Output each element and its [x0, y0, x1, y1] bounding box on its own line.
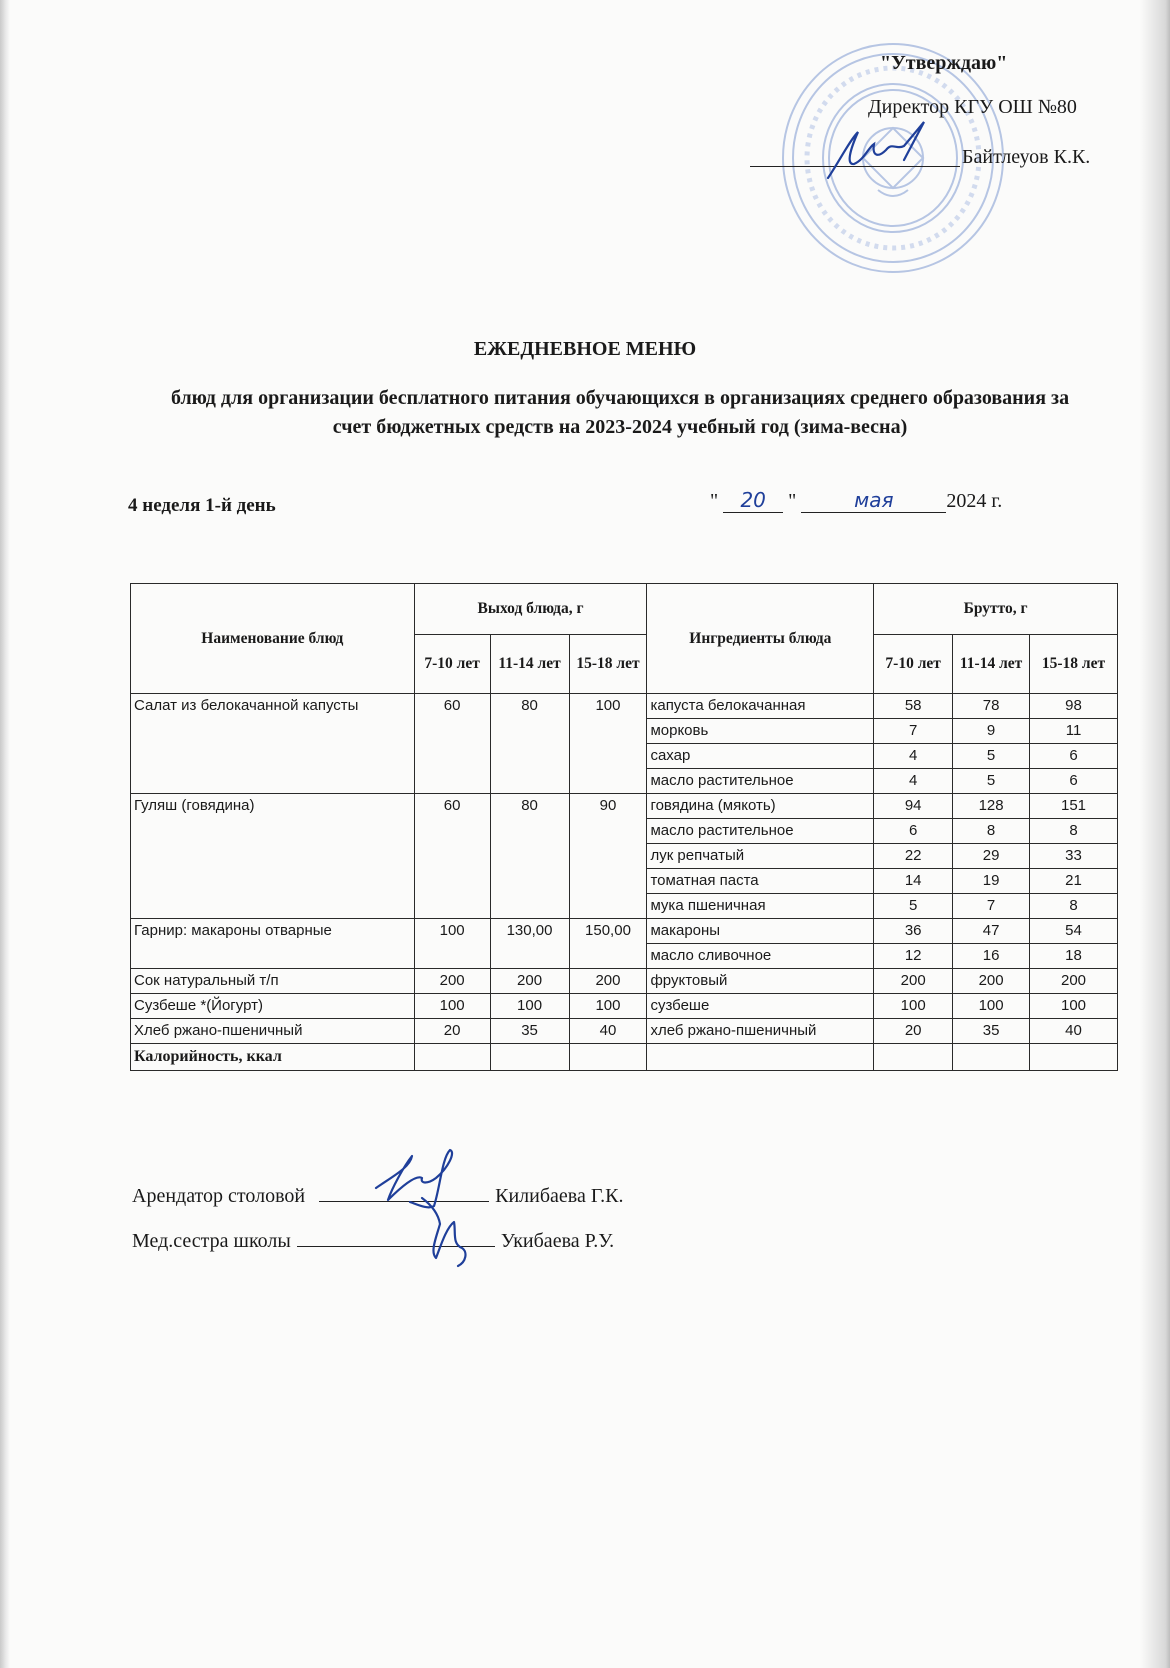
- ingredient-gross-15-18: 200: [1030, 969, 1118, 994]
- header-yield-age-7-10: 7-10 лет: [414, 635, 490, 694]
- ingredient-name: капуста белокачанная: [647, 694, 874, 719]
- ingredient-gross-15-18: 100: [1030, 994, 1118, 1019]
- ingredient-name: масло растительное: [647, 819, 874, 844]
- dish-yield-11-14: 35: [490, 1019, 569, 1044]
- calories-value-empty: [647, 1044, 874, 1071]
- menu-table-body: [131, 694, 1118, 1071]
- ingredient-gross-7-10: 5: [874, 894, 953, 919]
- ingredient-gross-15-18: 98: [1030, 694, 1118, 719]
- document-date: [710, 488, 1002, 513]
- ingredient-name: лук репчатый: [647, 844, 874, 869]
- table-row: [131, 694, 1118, 719]
- ingredient-gross-7-10: 7: [874, 719, 953, 744]
- ingredient-name: морковь: [647, 719, 874, 744]
- table-row: [131, 919, 1118, 944]
- handwritten-signature-icon: [370, 1148, 500, 1268]
- ingredient-name: сузбеше: [647, 994, 874, 1019]
- header-yield-age-15-18: 15-18 лет: [569, 635, 647, 694]
- dish-yield-7-10: 60: [414, 694, 490, 794]
- header-ingredients: Ингредиенты блюда: [647, 584, 874, 694]
- ingredient-gross-11-14: 29: [953, 844, 1030, 869]
- ingredient-name: макароны: [647, 919, 874, 944]
- ingredient-gross-15-18: 40: [1030, 1019, 1118, 1044]
- ingredient-name: сахар: [647, 744, 874, 769]
- week-day-label: 4 неделя 1-й день: [128, 495, 276, 516]
- dish-name: Хлеб ржано-пшеничный: [131, 1019, 415, 1044]
- dish-yield-15-18: 40: [569, 1019, 647, 1044]
- dish-yield-15-18: 100: [569, 994, 647, 1019]
- ingredient-name: масло растительное: [647, 769, 874, 794]
- calories-value-empty: [1030, 1044, 1118, 1071]
- dish-yield-11-14: 100: [490, 994, 569, 1019]
- dish-yield-7-10: 20: [414, 1019, 490, 1044]
- ingredient-gross-15-18: 8: [1030, 894, 1118, 919]
- calories-label: Калорийность, ккал: [131, 1044, 415, 1071]
- ingredient-name: фруктовый: [647, 969, 874, 994]
- menu-table: [130, 583, 1118, 1071]
- ingredient-gross-11-14: 5: [953, 744, 1030, 769]
- date-year: 2024 г.: [946, 490, 1003, 512]
- document-subtitle: блюд для организации бесплатного питания обучающихся в организациях среднего образования за счет бюджетных средств на 2023-2024 учебный год (зима-весна): [170, 387, 1070, 438]
- ingredient-gross-15-18: 33: [1030, 844, 1118, 869]
- ingredient-gross-15-18: 21: [1030, 869, 1118, 894]
- dish-name: Сузбеше *(Йогурт): [131, 994, 415, 1019]
- ingredient-gross-11-14: 100: [953, 994, 1030, 1019]
- dish-yield-7-10: 200: [414, 969, 490, 994]
- ingredient-name: говядина (мякоть): [647, 794, 874, 819]
- ingredient-gross-7-10: 4: [874, 769, 953, 794]
- date-day: 20: [723, 488, 783, 513]
- approval-role: Директор КГУ ОШ №80: [868, 96, 1077, 118]
- header-gross-age-7-10: 7-10 лет: [874, 635, 953, 694]
- ingredient-gross-15-18: 6: [1030, 744, 1118, 769]
- header-yield-age-11-14: 11-14 лет: [490, 635, 569, 694]
- ingredient-gross-11-14: 128: [953, 794, 1030, 819]
- ingredient-gross-7-10: 100: [874, 994, 953, 1019]
- dish-yield-7-10: 100: [414, 994, 490, 1019]
- ingredient-gross-15-18: 151: [1030, 794, 1118, 819]
- ingredient-gross-7-10: 200: [874, 969, 953, 994]
- dish-yield-11-14: 80: [490, 694, 569, 794]
- ingredient-name: томатная паста: [647, 869, 874, 894]
- ingredient-gross-7-10: 12: [874, 944, 953, 969]
- ingredient-gross-7-10: 58: [874, 694, 953, 719]
- ingredient-gross-7-10: 94: [874, 794, 953, 819]
- dish-yield-11-14: 80: [490, 794, 569, 919]
- signature-role: Мед.сестра школы: [132, 1230, 291, 1252]
- ingredient-gross-11-14: 35: [953, 1019, 1030, 1044]
- ingredient-gross-11-14: 7: [953, 894, 1030, 919]
- ingredient-gross-11-14: 200: [953, 969, 1030, 994]
- ingredient-gross-11-14: 16: [953, 944, 1030, 969]
- header-gross-age-11-14: 11-14 лет: [953, 635, 1030, 694]
- dish-yield-11-14: 200: [490, 969, 569, 994]
- dish-name: Гуляш (говядина): [131, 794, 415, 919]
- signature-role: Арендатор столовой: [132, 1185, 306, 1207]
- table-row: [131, 794, 1118, 819]
- table-row: [131, 969, 1118, 994]
- date-open-quote: ": [710, 490, 719, 512]
- ingredient-gross-15-18: 6: [1030, 769, 1118, 794]
- ingredient-gross-15-18: 11: [1030, 719, 1118, 744]
- ingredient-gross-11-14: 78: [953, 694, 1030, 719]
- calories-value-empty: [953, 1044, 1030, 1071]
- header-dish-name: Наименование блюд: [131, 584, 415, 694]
- ingredient-gross-7-10: 36: [874, 919, 953, 944]
- document-title: ЕЖЕДНЕВНОЕ МЕНЮ: [473, 338, 697, 360]
- dish-yield-15-18: 90: [569, 794, 647, 919]
- dish-yield-15-18: 150,00: [569, 919, 647, 969]
- page-edge-shadow-left: [0, 0, 10, 1668]
- ingredient-name: хлеб ржано-пшеничный: [647, 1019, 874, 1044]
- ingredient-gross-11-14: 47: [953, 919, 1030, 944]
- ingredient-gross-11-14: 19: [953, 869, 1030, 894]
- ingredient-gross-7-10: 4: [874, 744, 953, 769]
- date-close-quote: ": [788, 490, 797, 512]
- calories-value-empty: [490, 1044, 569, 1071]
- dish-name: Салат из белокачанной капусты: [131, 694, 415, 794]
- director-signature-icon: [820, 120, 930, 180]
- dish-name: Гарнир: макароны отварные: [131, 919, 415, 969]
- signature-name: Укибаева Р.У.: [500, 1230, 615, 1252]
- calories-row: [131, 1044, 1118, 1071]
- director-name: Байтлеуов К.К.: [962, 146, 1091, 168]
- dish-yield-7-10: 100: [414, 919, 490, 969]
- ingredient-gross-11-14: 5: [953, 769, 1030, 794]
- ingredient-gross-11-14: 8: [953, 819, 1030, 844]
- header-yield: Выход блюда, г: [414, 584, 647, 635]
- ingredient-gross-7-10: 22: [874, 844, 953, 869]
- dish-yield-7-10: 60: [414, 794, 490, 919]
- page-edge-shadow-right: [1140, 0, 1170, 1668]
- ingredient-gross-7-10: 20: [874, 1019, 953, 1044]
- table-row: [131, 994, 1118, 1019]
- approval-heading: "Утверждаю": [880, 52, 1008, 74]
- ingredient-name: мука пшеничная: [647, 894, 874, 919]
- ingredient-gross-7-10: 14: [874, 869, 953, 894]
- ingredient-gross-15-18: 8: [1030, 819, 1118, 844]
- signature-name: Килибаева Г.К.: [495, 1185, 624, 1207]
- date-month: мая: [801, 488, 946, 513]
- dish-name: Сок натуральный т/п: [131, 969, 415, 994]
- ingredient-name: масло сливочное: [647, 944, 874, 969]
- calories-value-empty: [569, 1044, 647, 1071]
- dish-yield-15-18: 200: [569, 969, 647, 994]
- header-gross-age-15-18: 15-18 лет: [1030, 635, 1118, 694]
- table-row: [131, 1019, 1118, 1044]
- ingredient-gross-15-18: 18: [1030, 944, 1118, 969]
- ingredient-gross-11-14: 9: [953, 719, 1030, 744]
- calories-value-empty: [874, 1044, 953, 1071]
- calories-value-empty: [414, 1044, 490, 1071]
- ingredient-gross-15-18: 54: [1030, 919, 1118, 944]
- ingredient-gross-7-10: 6: [874, 819, 953, 844]
- dish-yield-11-14: 130,00: [490, 919, 569, 969]
- header-gross: Брутто, г: [874, 584, 1118, 635]
- dish-yield-15-18: 100: [569, 694, 647, 794]
